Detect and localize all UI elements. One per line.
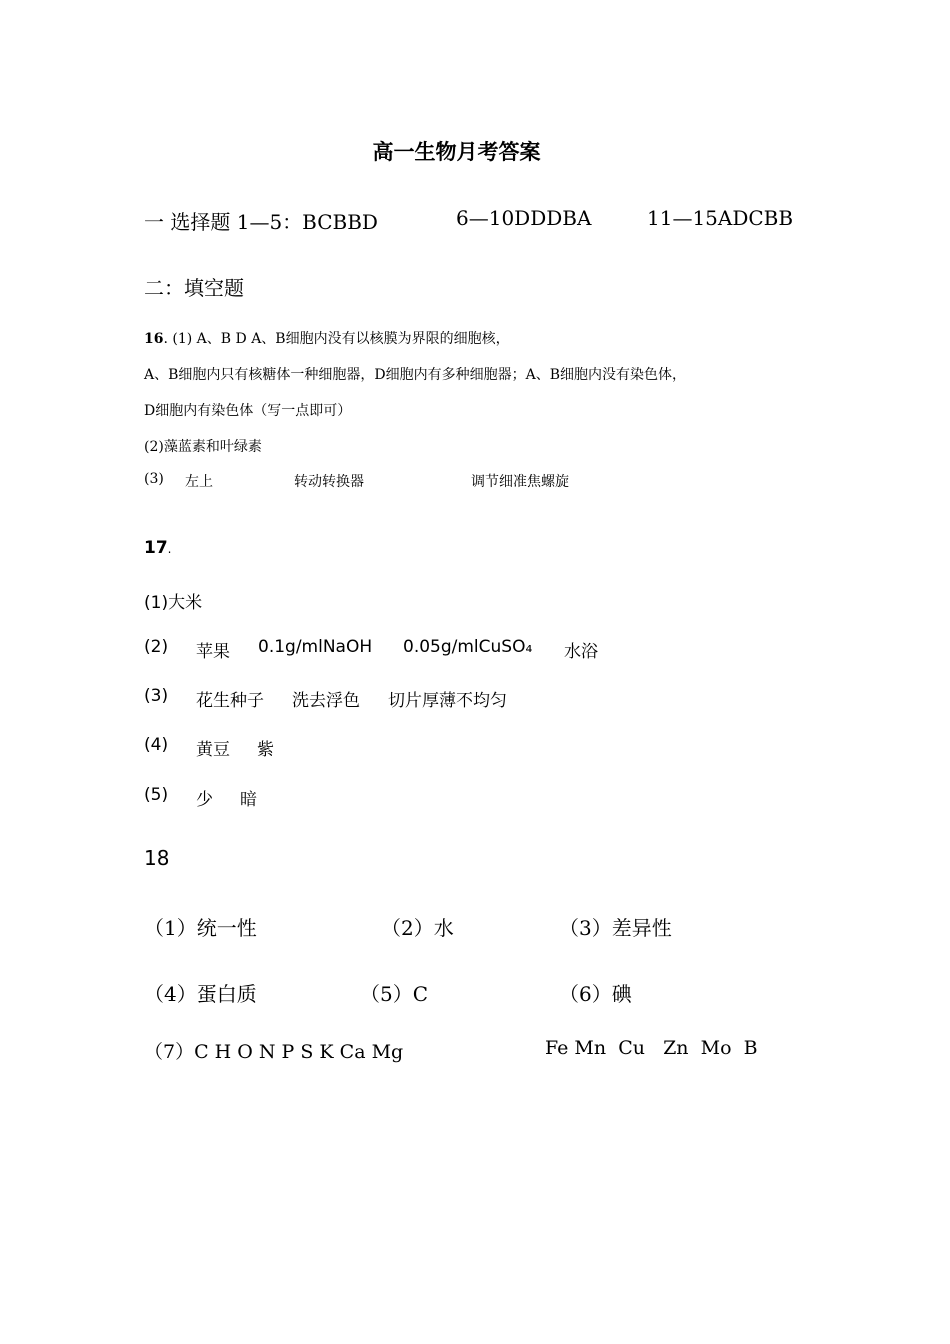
- q16-p3-b: 转动转换器: [294, 474, 364, 490]
- q17-number-suffix: .: [167, 542, 172, 556]
- q17-p2-a: 苹果: [196, 642, 230, 662]
- q16-line1-text: . (1) A、B D A、B细胞内没有以核膜为界限的细胞核，: [163, 331, 510, 347]
- q18-a7-trace: Fe Mn Cu Zn Mo B: [545, 1037, 758, 1059]
- q17-p4-a: 黄豆: [196, 740, 230, 760]
- q16-number: 16: [144, 331, 164, 347]
- q17-heading: [144, 538, 172, 558]
- q16-line4: (2)藻蓝素和叶绿素: [144, 439, 262, 455]
- q18-a2: （2）水: [381, 916, 454, 940]
- q16-p3-a: 左上: [185, 474, 213, 490]
- q17-p1: (1)大米: [144, 593, 203, 613]
- q17-p3-b: 洗去浮色: [292, 691, 360, 711]
- q17-p2-c: 0.05g/mlCuSO₄: [403, 637, 533, 657]
- q17-p3-a: 花生种子: [196, 691, 264, 711]
- q17-p5-a: 少: [196, 790, 213, 810]
- section2-label: 二：填空题: [144, 276, 244, 300]
- q18-a4: （4）蛋白质: [144, 982, 257, 1006]
- q17-p2-label: (2): [144, 637, 169, 657]
- q16-p3-c: 调节细准焦螺旋: [471, 474, 569, 490]
- q18-a1: （1）统一性: [144, 916, 257, 940]
- q16-line1: [144, 328, 510, 348]
- q17-p3-c: 切片厚薄不均匀: [388, 691, 507, 711]
- q17-p4-label: (4): [144, 735, 169, 755]
- q18-a7: （7）C H O N P S K Ca Mg: [144, 1041, 404, 1063]
- q17-p3-label: (3): [144, 686, 169, 706]
- q18-a5: （5）C: [360, 982, 429, 1006]
- section1-group2: 6—10DDDBA: [456, 206, 592, 230]
- q17-p2-b: 0.1g/mlNaOH: [258, 637, 373, 657]
- q17-number: 17: [144, 538, 168, 558]
- page-title: 高一生物月考答案: [372, 140, 541, 164]
- q17-p2-d: 水浴: [564, 642, 598, 662]
- section1-label: 一 选择题 1—5：BCBBD: [144, 210, 378, 234]
- q18-a3: （3）差异性: [559, 916, 672, 940]
- q18-number: 18: [144, 846, 170, 870]
- q18-a6: （6）碘: [559, 982, 632, 1006]
- q16-line2: A、B细胞内只有核糖体一种细胞器，D细胞内有多种细胞器；A、B细胞内没有染色体，: [144, 367, 687, 383]
- section1-group3: 11—15ADCBB: [647, 206, 794, 230]
- q17-p4-b: 紫: [257, 740, 274, 760]
- q16-p3-label: (3): [144, 471, 164, 487]
- q16-line3: D细胞内有染色体（写一点即可）: [144, 403, 352, 419]
- q17-p5-b: 暗: [240, 790, 257, 810]
- q17-p5-label: (5): [144, 785, 169, 805]
